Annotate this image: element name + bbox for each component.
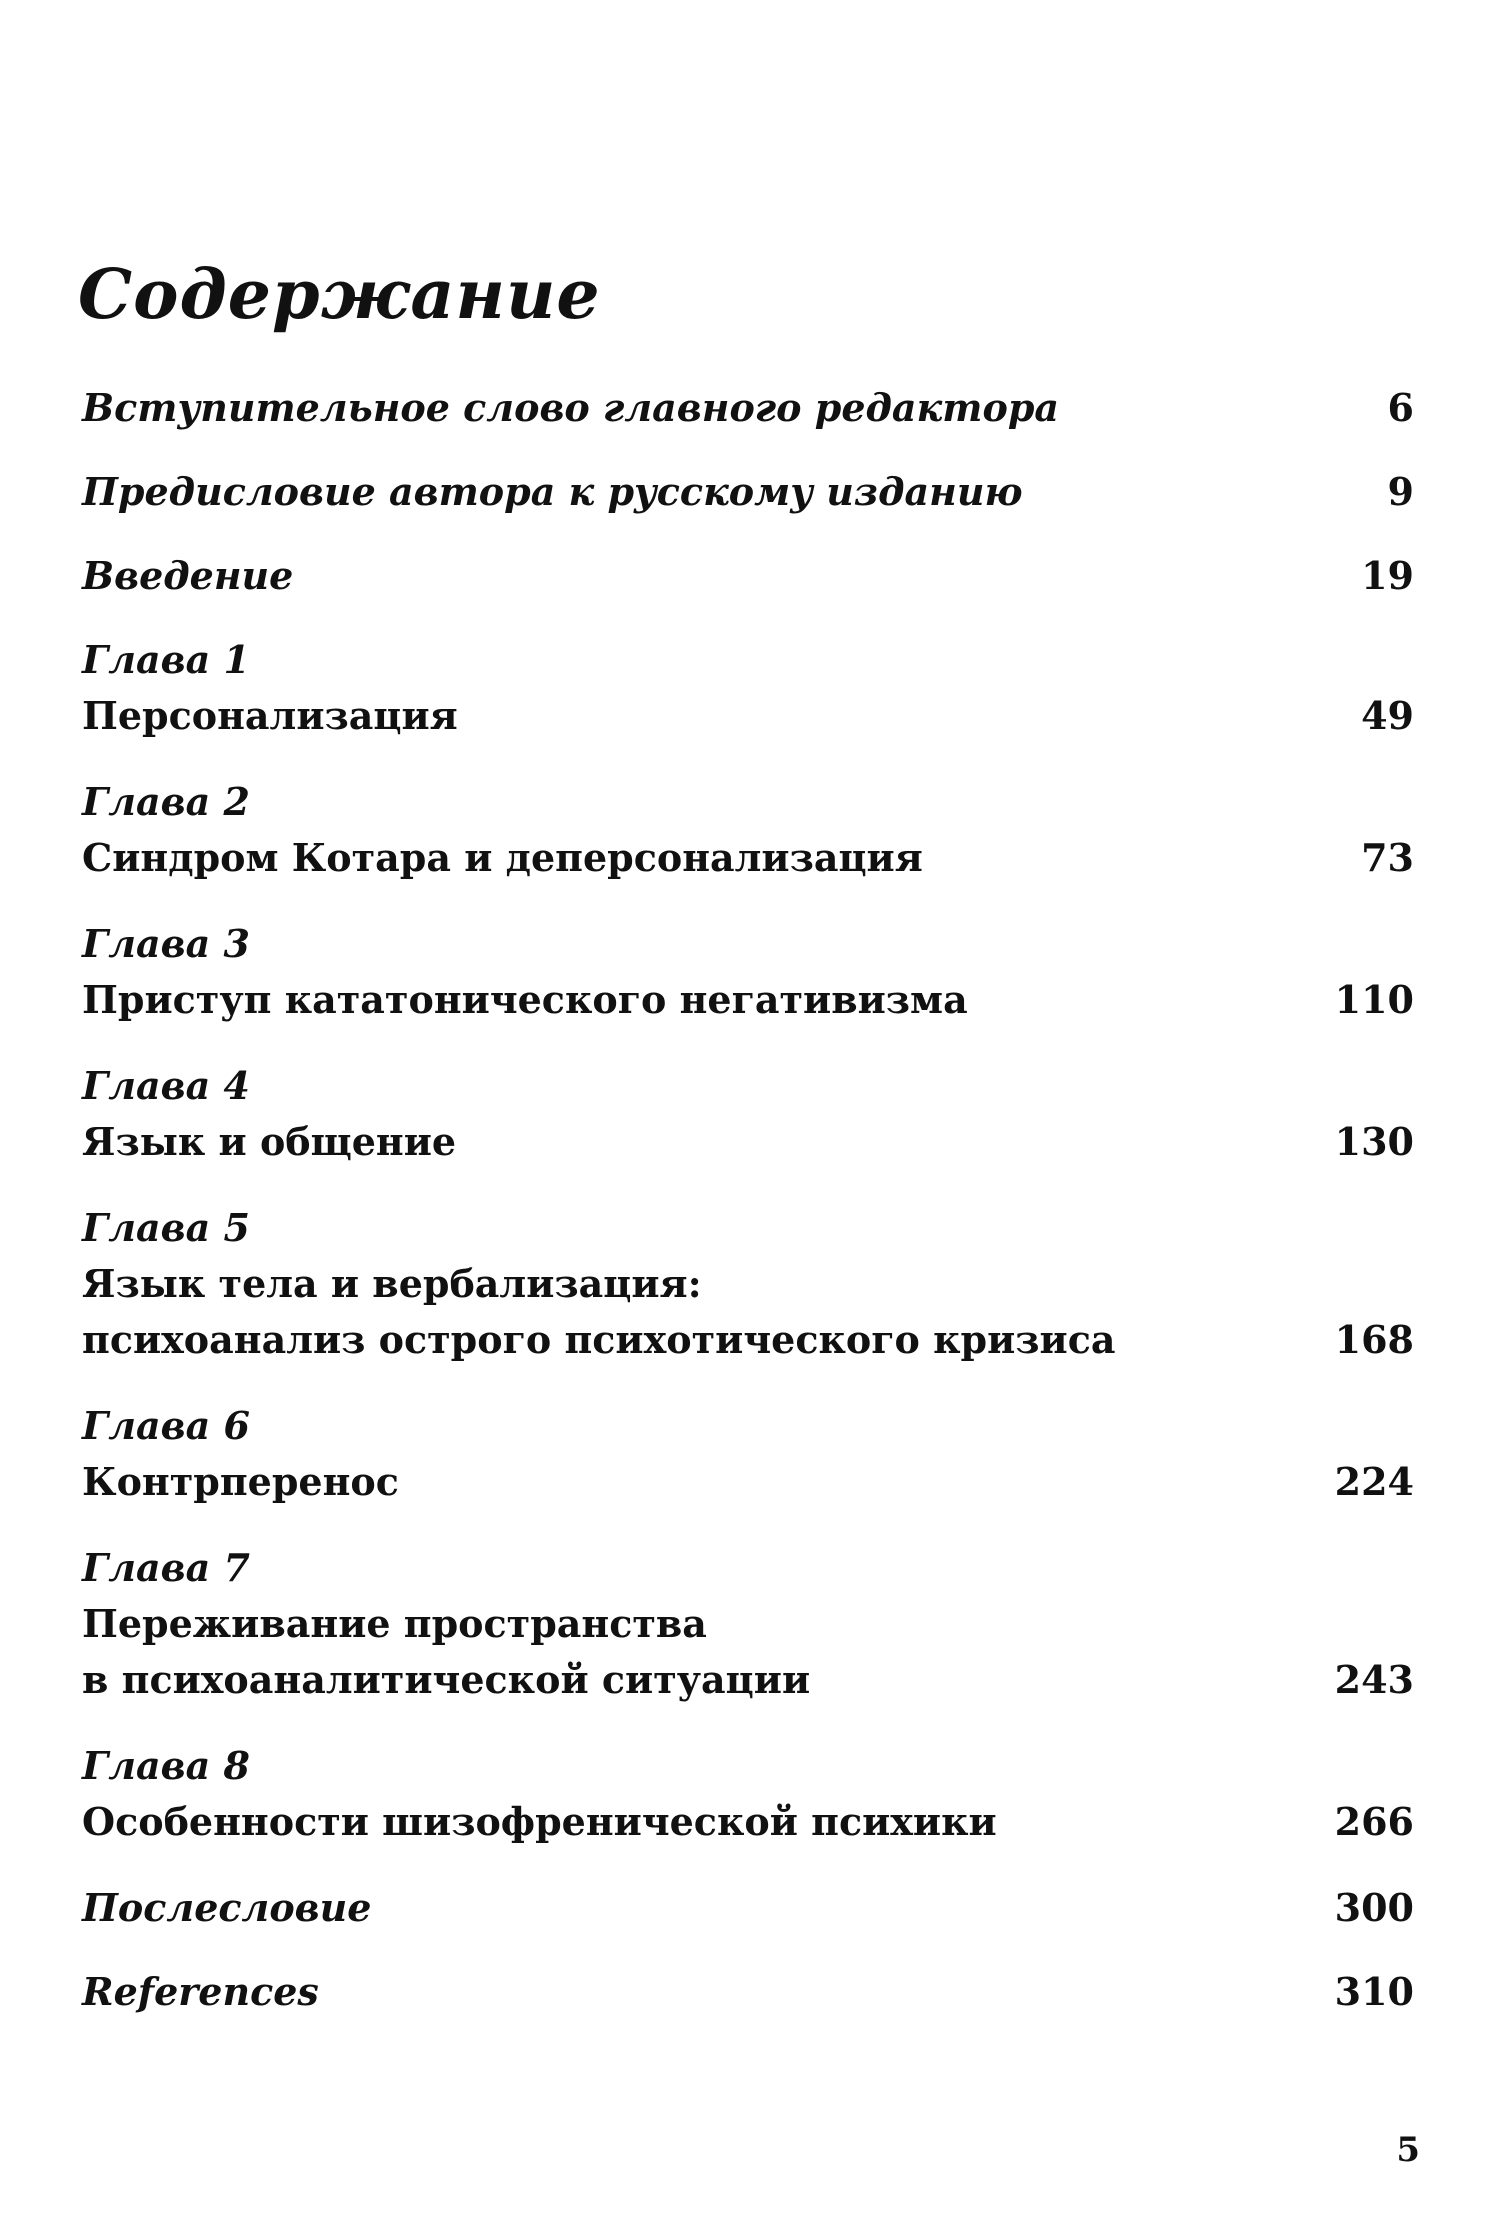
toc-entry <box>82 464 1414 520</box>
toc-entry-body <box>82 464 1294 520</box>
page-heading: Содержание <box>78 255 601 335</box>
entry-page-number: 310 <box>1334 1969 1414 2014</box>
toc-entry <box>82 916 1414 1028</box>
entry-title: Послесловие <box>82 1885 372 1930</box>
chapter-label: Глава 3 <box>82 921 250 966</box>
toc-entry <box>82 1738 1414 1850</box>
toc-entry-body <box>82 1880 1294 1936</box>
chapter-label: Глава 5 <box>82 1205 250 1250</box>
chapter-label: Глава 1 <box>82 637 250 682</box>
entry-title: Предисловие автора к русскому изданию <box>82 469 1023 514</box>
toc-entry <box>82 380 1414 436</box>
entry-title: References <box>82 1969 319 2014</box>
toc-entry <box>82 1200 1414 1368</box>
entry-title: Синдром Котара и деперсонализация <box>82 835 923 880</box>
entry-title: Особенности шизофренической психики <box>82 1799 997 1844</box>
entry-title: психоанализ острого психотического кризиса <box>82 1317 1116 1362</box>
table-of-contents <box>82 380 1414 2020</box>
toc-entry-body <box>82 1398 1294 1510</box>
toc-entry <box>82 1880 1414 1936</box>
entry-page-number: 9 <box>1387 469 1414 514</box>
toc-entry <box>82 774 1414 886</box>
entry-title: в психоаналитической ситуации <box>82 1657 811 1702</box>
entry-page-number: 110 <box>1334 977 1414 1022</box>
entry-title: Язык тела и вербализация: <box>82 1261 702 1306</box>
entry-title: Персонализация <box>82 693 458 738</box>
toc-entry-body <box>82 1738 1294 1850</box>
toc-entry <box>82 548 1414 604</box>
entry-title: Контрперенос <box>82 1459 399 1504</box>
entry-page-number: 266 <box>1334 1799 1414 1844</box>
entry-page-number: 130 <box>1334 1119 1414 1164</box>
toc-entry <box>82 1964 1414 2020</box>
entry-title: Переживание пространства <box>82 1601 707 1646</box>
toc-entry <box>82 1540 1414 1708</box>
toc-entry-body <box>82 1964 1294 2020</box>
entry-title: Язык и общение <box>82 1119 457 1164</box>
entry-page-number: 224 <box>1334 1459 1414 1504</box>
entry-title: Приступ кататонического негативизма <box>82 977 968 1022</box>
toc-entry <box>82 632 1414 744</box>
entry-page-number: 6 <box>1387 385 1414 430</box>
toc-entry-body <box>82 632 1294 744</box>
entry-title: Вступительное слово главного редактора <box>82 385 1060 430</box>
chapter-label: Глава 7 <box>82 1545 250 1590</box>
chapter-label: Глава 4 <box>82 1063 250 1108</box>
entry-page-number: 243 <box>1334 1657 1414 1702</box>
toc-entry-body <box>82 548 1294 604</box>
chapter-label: Глава 6 <box>82 1403 250 1448</box>
toc-entry-body <box>82 1540 1294 1708</box>
toc-entry-body <box>82 1058 1294 1170</box>
toc-entry <box>82 1398 1414 1510</box>
toc-entry-body <box>82 774 1294 886</box>
toc-entry <box>82 1058 1414 1170</box>
toc-entry-body <box>82 380 1294 436</box>
entry-page-number: 49 <box>1361 693 1414 738</box>
entry-page-number: 168 <box>1334 1317 1414 1362</box>
entry-page-number: 73 <box>1361 835 1414 880</box>
entry-title: Введение <box>82 553 294 598</box>
toc-entry-body <box>82 916 1294 1028</box>
chapter-label: Глава 2 <box>82 779 250 824</box>
page-number: 5 <box>1396 2130 1420 2170</box>
entry-page-number: 19 <box>1361 553 1414 598</box>
toc-entry-body <box>82 1200 1294 1368</box>
chapter-label: Глава 8 <box>82 1743 250 1788</box>
entry-page-number: 300 <box>1334 1885 1414 1930</box>
